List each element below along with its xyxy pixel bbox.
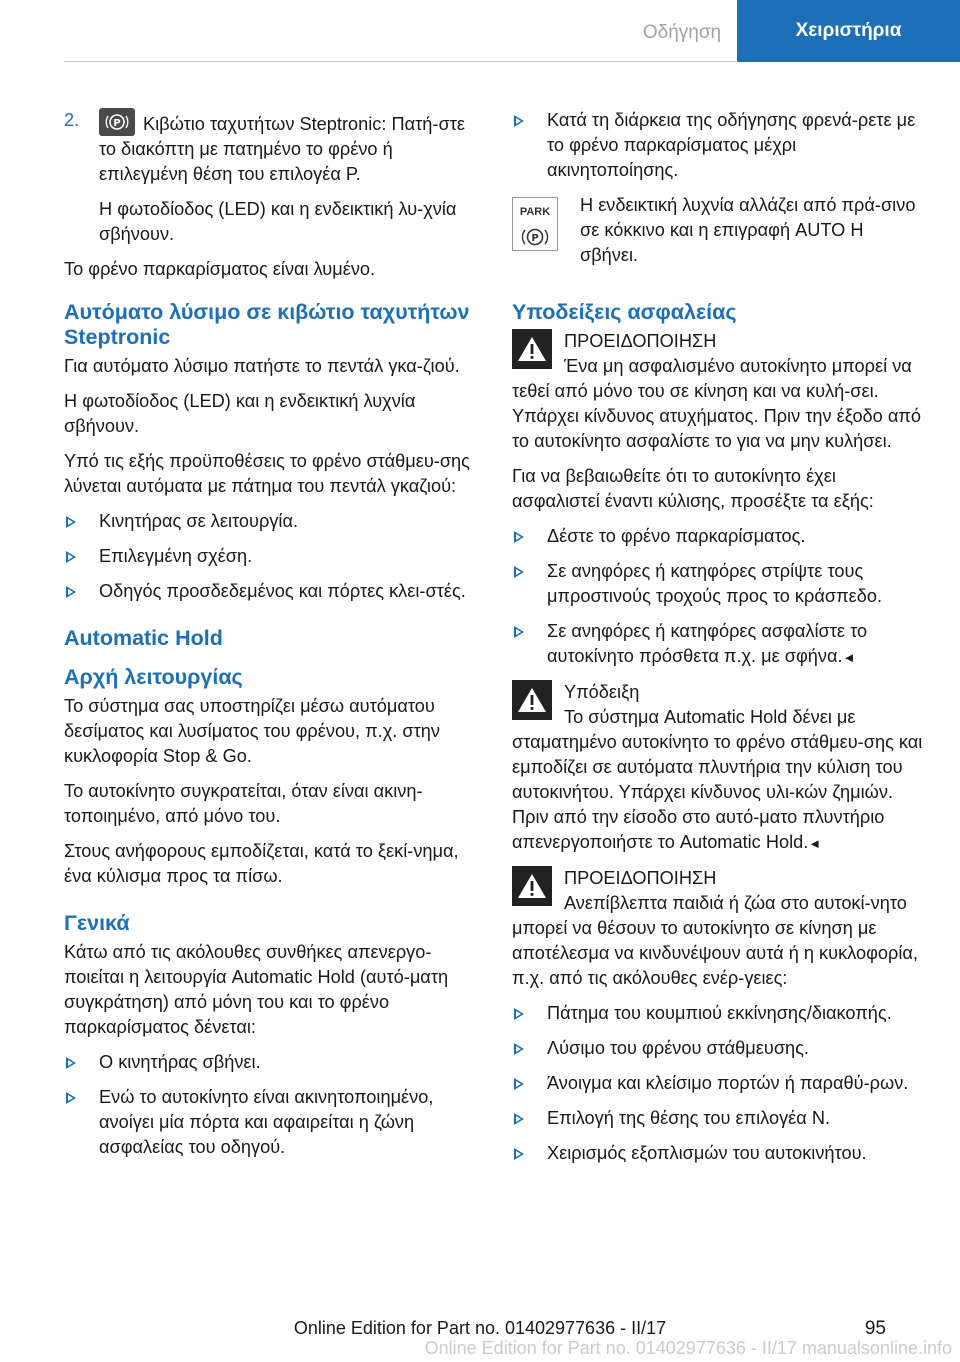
note-text: Το σύστημα Automatic Hold δένει με σταματημένο αυτοκίνητο το φρένο στάθμευ‐σης και εμποδίζει σε αυτόματα πλυντήρια την κύλιση του αυτοκινήτου. Υπάρχει κίνδυνος υλι‐κών ζημιών. Πριν από την είσοδο στο αυτό‐ματο πλυντήριο απενεργοποιήστε το Automatic Hold. bbox=[512, 707, 923, 852]
right-column bbox=[512, 108, 924, 1176]
auto-release-p2: Η φωτοδίοδος (LED) και η ενδεικτική λυχνία σβήνουν. bbox=[64, 391, 416, 436]
bullet-triangle-icon bbox=[514, 115, 524, 127]
list-item: Δέστε το φρένο παρκαρίσματος. bbox=[512, 524, 924, 549]
list-item: Λύσιμο του φρένου στάθμευσης. bbox=[512, 1036, 924, 1061]
principle-p2: Το αυτοκίνητο συγκρατείται, όταν είναι ακινη‐τοποιημένο, από μόνο του. bbox=[64, 781, 423, 826]
list-item: Χειρισμός εξοπλισμών του αυτοκινήτου. bbox=[512, 1141, 924, 1166]
tab-controls[interactable]: Χειριστήρια bbox=[737, 0, 960, 62]
step-number: 2. bbox=[64, 110, 80, 130]
heading-automatic-hold: Automatic Hold bbox=[64, 626, 223, 650]
list-item: Κινητήρας σε λειτουργία. bbox=[64, 509, 476, 534]
bullet-triangle-icon bbox=[66, 1092, 76, 1104]
bullet-triangle-icon bbox=[514, 1078, 524, 1090]
warning-icon bbox=[512, 866, 552, 906]
list-item: Οδηγός προσδεδεμένος και πόρτες κλει‐στές. bbox=[64, 579, 476, 604]
park-indicator-text: Η ενδεικτική λυχνία αλλάζει από πρά‐σινο σε κόκκινο και η επιγραφή AUTO H σβήνει. bbox=[580, 195, 916, 265]
principle-p3: Στους ανήφορους εμποδίζεται, κατά το ξεκί‐νημα, ένα κύλισμα προς τα πίσω. bbox=[64, 841, 459, 886]
tab-driving[interactable]: Οδήγηση bbox=[642, 22, 722, 43]
step-2-led-text: Η φωτοδίοδος (LED) και η ενδεικτική λυ‐χνία σβήνουν. bbox=[99, 199, 457, 244]
list-item: Επιλογή της θέσης του επιλογέα N. bbox=[512, 1106, 924, 1131]
warning-block-1 bbox=[512, 329, 924, 454]
general-list bbox=[64, 1050, 476, 1160]
svg-text:P: P bbox=[531, 232, 539, 244]
auto-release-p1: Για αυτόματο λύσιμο πατήστε το πεντάλ γκα‐ζιού. bbox=[64, 356, 460, 376]
bullet-triangle-icon bbox=[514, 626, 524, 638]
bullet-triangle-icon bbox=[66, 551, 76, 563]
secure-list bbox=[512, 524, 924, 670]
bullet-triangle-icon bbox=[66, 1057, 76, 1069]
list-item: Ο κινητήρας σβήνει. bbox=[64, 1050, 476, 1075]
principle-p1: Το σύστημα σας υποστηρίζει μέσω αυτόματου δεσίματος και λυσίματος του φρένου, π.χ. στην κυκλοφορία Stop & Go. bbox=[64, 696, 440, 766]
parking-brake-icon bbox=[99, 108, 135, 136]
brake-driving-list bbox=[512, 108, 924, 183]
list-item: Άνοιγμα και κλείσιμο πορτών ή παραθύ‐ρων. bbox=[512, 1071, 924, 1096]
note-block bbox=[512, 680, 924, 856]
heading-principle: Αρχή λειτουργίας bbox=[64, 665, 243, 689]
bullet-triangle-icon bbox=[514, 566, 524, 578]
step-2 bbox=[64, 108, 476, 187]
list-item: Κατά τη διάρκεια της οδήγησης φρενά‐ρετε με το φρένο παρκαρίσματος μέχρι ακινητοποίησης. bbox=[512, 108, 924, 183]
list-item: Πάτημα του κουμπιού εκκίνησης/διακοπής. bbox=[512, 1001, 924, 1026]
warning-icon bbox=[512, 329, 552, 369]
heading-auto-release: Αυτόματο λύσιμο σε κιβώτιο ταχυτήτων Steptronic bbox=[64, 300, 470, 349]
auto-release-p3: Υπό τις εξής προϋποθέσεις το φρένο στάθμευ‐σης λύνεται αυτόματα με πάτημα του πεντάλ γκαζιού: bbox=[64, 451, 470, 496]
bullet-triangle-icon bbox=[514, 1113, 524, 1125]
park-icon-label: PARK bbox=[519, 205, 551, 218]
end-mark: ◄ bbox=[842, 650, 856, 665]
children-list bbox=[512, 1001, 924, 1166]
step-2-text: Κιβώτιο ταχυτήτων Steptronic: Πατή‐στε το διακόπτη με πατημένο το φρένο ή επιλεγμένη θέση του επιλογέα P. bbox=[99, 114, 465, 184]
header-divider bbox=[64, 61, 736, 62]
general-p1: Κάτω από τις ακόλουθες συνθήκες απενεργο‐ποιείται η λειτουργία Automatic Hold (αυτό‐ματη συγκράτηση) από μόνη του και το φρένο παρκαρίσματος δένεται: bbox=[64, 942, 449, 1037]
secure-intro: Για να βεβαιωθείτε ότι το αυτοκίνητο έχει ασφαλιστεί έναντι κύλισης, προσέξτε τα εξής: bbox=[512, 466, 874, 511]
note-title: Υπόδειξη bbox=[564, 682, 640, 702]
warning-title: ΠΡΟΕΙΔΟΠΟΙΗΣΗ bbox=[564, 868, 717, 888]
warning-block-2 bbox=[512, 866, 924, 991]
list-item: Ενώ το αυτοκίνητο είναι ακινητοποιημένο, ανοίγει μία πόρτα και αφαιρείται η ζώνη ασφαλείας του οδηγού. bbox=[64, 1085, 476, 1160]
warning-title: ΠΡΟΕΙΔΟΠΟΙΗΣΗ bbox=[564, 331, 717, 351]
bullet-triangle-icon bbox=[66, 516, 76, 528]
bullet-triangle-icon bbox=[514, 1148, 524, 1160]
park-indicator-icon bbox=[512, 197, 558, 251]
header bbox=[0, 0, 960, 62]
edition-footer: Online Edition for Part no. 01402977636 - II/17 bbox=[293, 1318, 667, 1338]
heading-safety: Υποδείξεις ασφαλείας bbox=[512, 300, 737, 324]
list-item: Σε ανηφόρες ή κατηφόρες ασφαλίστε το αυτοκίνητο πρόσθετα π.χ. με σφήνα.◄ bbox=[512, 619, 924, 670]
bullet-triangle-icon bbox=[514, 1043, 524, 1055]
heading-general: Γενικά bbox=[64, 911, 130, 935]
watermark: Online Edition for Part no. 01402977636 - II/17 manualsonline.info bbox=[424, 1338, 952, 1358]
warning-text: Ανεπίβλεπτα παιδιά ή ζώα στο αυτοκί‐νητο μπορεί να θέσουν το αυτοκίνητο σε κίνηση με αποτέλεσμα να κινδυνέψουν αυτά ή η κυκλοφορία, π.χ. από τις ακόλουθες ενέρ‐γειες: bbox=[512, 893, 918, 988]
list-item: Σε ανηφόρες ή κατηφόρες στρίψτε τους μπροστινούς τροχούς προς το κράσπεδο. bbox=[512, 559, 924, 609]
svg-text:P: P bbox=[113, 118, 121, 129]
left-column bbox=[64, 108, 476, 1170]
warning-text: Ένα μη ασφαλισμένο αυτοκίνητο μπορεί να τεθεί από μόνο του σε κίνηση και να κυλή‐σει. Υπάρχει κίνδυνος ατυχήματος. Πριν την έξοδο από το αυτοκίνητο ασφαλίστε το για να μην κυλήσει. bbox=[512, 356, 922, 451]
brake-released-text: Το φρένο παρκαρίσματος είναι λυμένο. bbox=[64, 259, 376, 279]
bullet-triangle-icon bbox=[514, 531, 524, 543]
conditions-list bbox=[64, 509, 476, 604]
park-indicator-block bbox=[512, 193, 924, 278]
list-item: Επιλεγμένη σχέση. bbox=[64, 544, 476, 569]
bullet-triangle-icon bbox=[514, 1008, 524, 1020]
bullet-triangle-icon bbox=[66, 586, 76, 598]
warning-icon bbox=[512, 680, 552, 720]
page-number: 95 bbox=[864, 1318, 886, 1339]
end-mark: ◄ bbox=[808, 836, 822, 851]
